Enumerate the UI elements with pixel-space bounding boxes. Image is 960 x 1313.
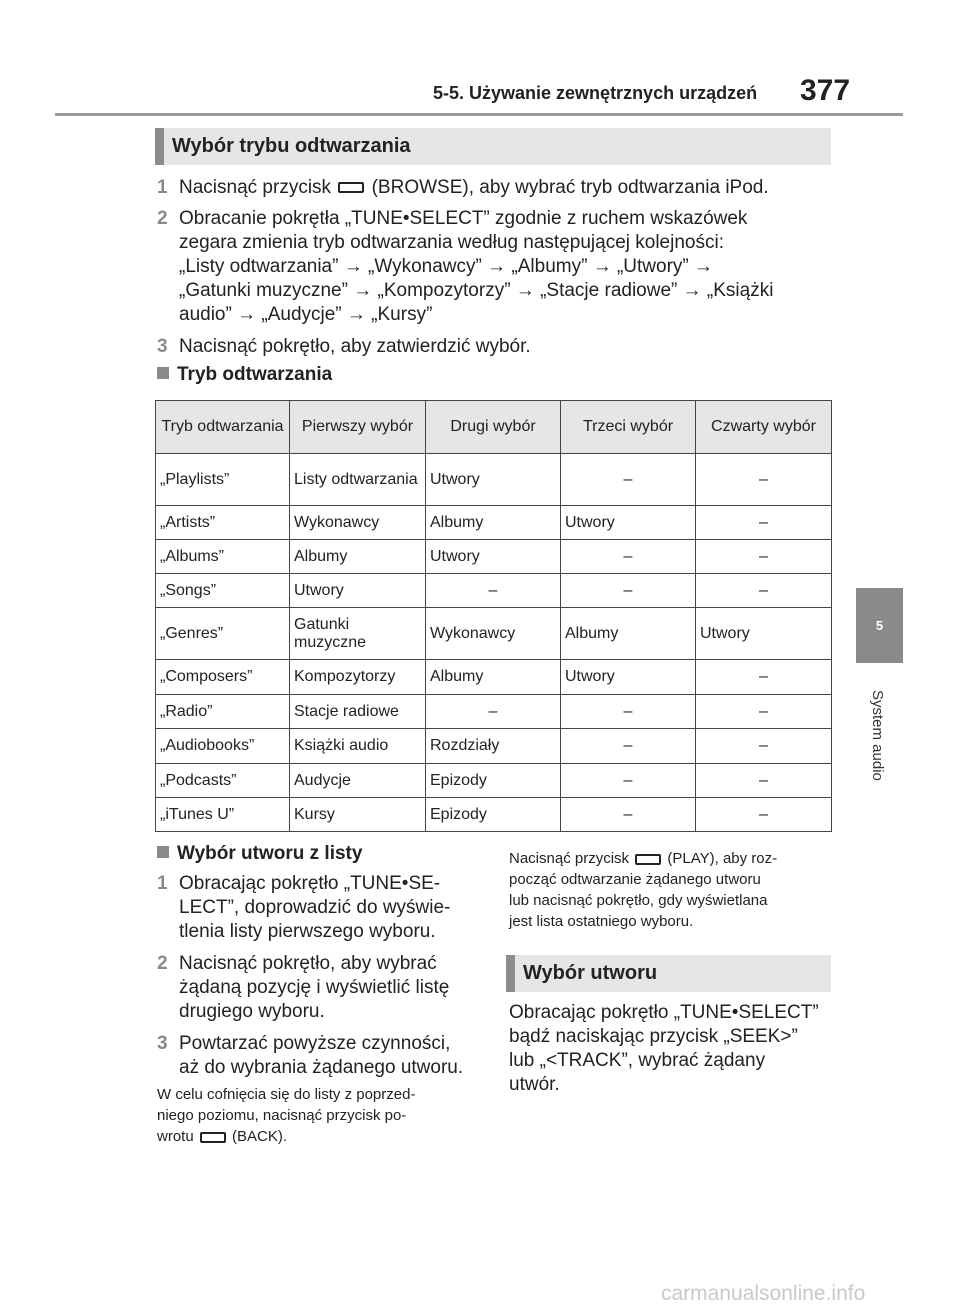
- playback-mode-table: [155, 400, 832, 832]
- table-row: „iTunes U” Kursy Epizody – –: [156, 798, 832, 832]
- back-button-icon: [200, 1132, 226, 1143]
- step-number: 3: [157, 336, 168, 357]
- subheading-playback-mode: Tryb odtwarzania: [157, 364, 332, 386]
- track-select-text: Obracając pokrętło „TUNE•SELECT” bądź naciskając przycisk „SEEK>” lub „<TRACK”, wybrać żądany utwór.: [509, 1002, 819, 1095]
- col-header-third: Trzeci wybór: [561, 401, 696, 454]
- chapter-label: [848, 690, 908, 800]
- square-bullet-icon: [157, 367, 169, 379]
- back-note: W celu cofnięcia się do listy z poprzed- niego poziomu, nacisnąć przycisk po- wrotu (BACK).: [157, 1086, 416, 1145]
- step-number: 1: [157, 177, 168, 198]
- col-header-second: Drugi wybór: [426, 401, 561, 454]
- step-text: Obracając pokrętło „TUNE•SE- LECT”, doprowadzić do wyświe- tlenia listy pierwszego wyboru.: [179, 873, 451, 942]
- chapter-label-text: System audio: [869, 690, 886, 781]
- section-title-playback-mode: Wybór trybu odtwarzania: [155, 128, 831, 165]
- table-row: „Albums” Albumy Utwory – –: [156, 540, 832, 574]
- table-row: „Audiobooks” Książki audio Rozdziały – –: [156, 729, 832, 764]
- browse-button-icon: [338, 182, 364, 193]
- step-text: Obracanie pokrętła „TUNE•SELECT” zgodnie z ruchem wskazówek zegara zmienia tryb odtwarzania według następującej kolejności: „Listy odtwarzania” → „Wykonawcy” → „Albumy” → „Utwory” → „Gatunki muzyczne” → „Kompozytorzy” → „Stacje radiowe” → „Książki audio” → „Audycje” → „Kursy”: [179, 208, 774, 325]
- chapter-tab: 5: [856, 588, 903, 663]
- table-row: „Podcasts” Audycje Epizody – –: [156, 764, 832, 798]
- play-button-icon: [635, 854, 661, 865]
- col-header-fourth: Czwarty wybór: [696, 401, 832, 454]
- table-row: „Composers” Kompozytorzy Albumy Utwory –: [156, 660, 832, 695]
- table-row: „Genres” Gatunki muzyczne Wykonawcy Albumy Utwory: [156, 608, 832, 660]
- running-header: 5-5. Używanie zewnętrznych urządzeń: [433, 83, 758, 103]
- subheading-select-from-list: Wybór utworu z listy: [157, 843, 362, 865]
- col-header-first: Pierwszy wybór: [290, 401, 426, 454]
- table-row: „Artists” Wykonawcy Albumy Utwory –: [156, 506, 832, 540]
- step-text: Powtarzać powyższe czynności, aż do wybrania żądanego utworu.: [179, 1033, 464, 1078]
- table-row: „Playlists” Listy odtwarzania Utwory – –: [156, 454, 832, 506]
- step-number: 3: [157, 1033, 168, 1054]
- table-header-row: [156, 401, 832, 454]
- step-text: Nacisnąć pokrętło, aby wybrać żądaną pozycję i wyświetlić listę drugiego wyboru.: [179, 953, 450, 1022]
- play-note: Nacisnąć przycisk (PLAY), aby roz- począć odtwarzanie żądanego utworu lub nacisnąć pokrętło, gdy wyświetlana jest lista ostatniego wyboru.: [509, 850, 778, 930]
- section-title-track-select: Wybór utworu: [506, 955, 831, 992]
- header-rule: [55, 113, 903, 116]
- table-row: „Radio” Stacje radiowe – – –: [156, 695, 832, 729]
- table-row: „Songs” Utwory – – –: [156, 574, 832, 608]
- step-number: 2: [157, 208, 168, 229]
- square-bullet-icon: [157, 846, 169, 858]
- col-header-mode: Tryb odtwarzania: [156, 401, 290, 454]
- step-number: 2: [157, 953, 168, 974]
- page-number: 377: [800, 74, 851, 107]
- step-text: Nacisnąć przycisk (BROWSE), aby wybrać tryb odtwarzania iPod.: [179, 177, 769, 198]
- watermark: carmanualsonline.info: [661, 1282, 866, 1305]
- step-text: Nacisnąć pokrętło, aby zatwierdzić wybór.: [179, 336, 531, 357]
- step-number: 1: [157, 873, 168, 894]
